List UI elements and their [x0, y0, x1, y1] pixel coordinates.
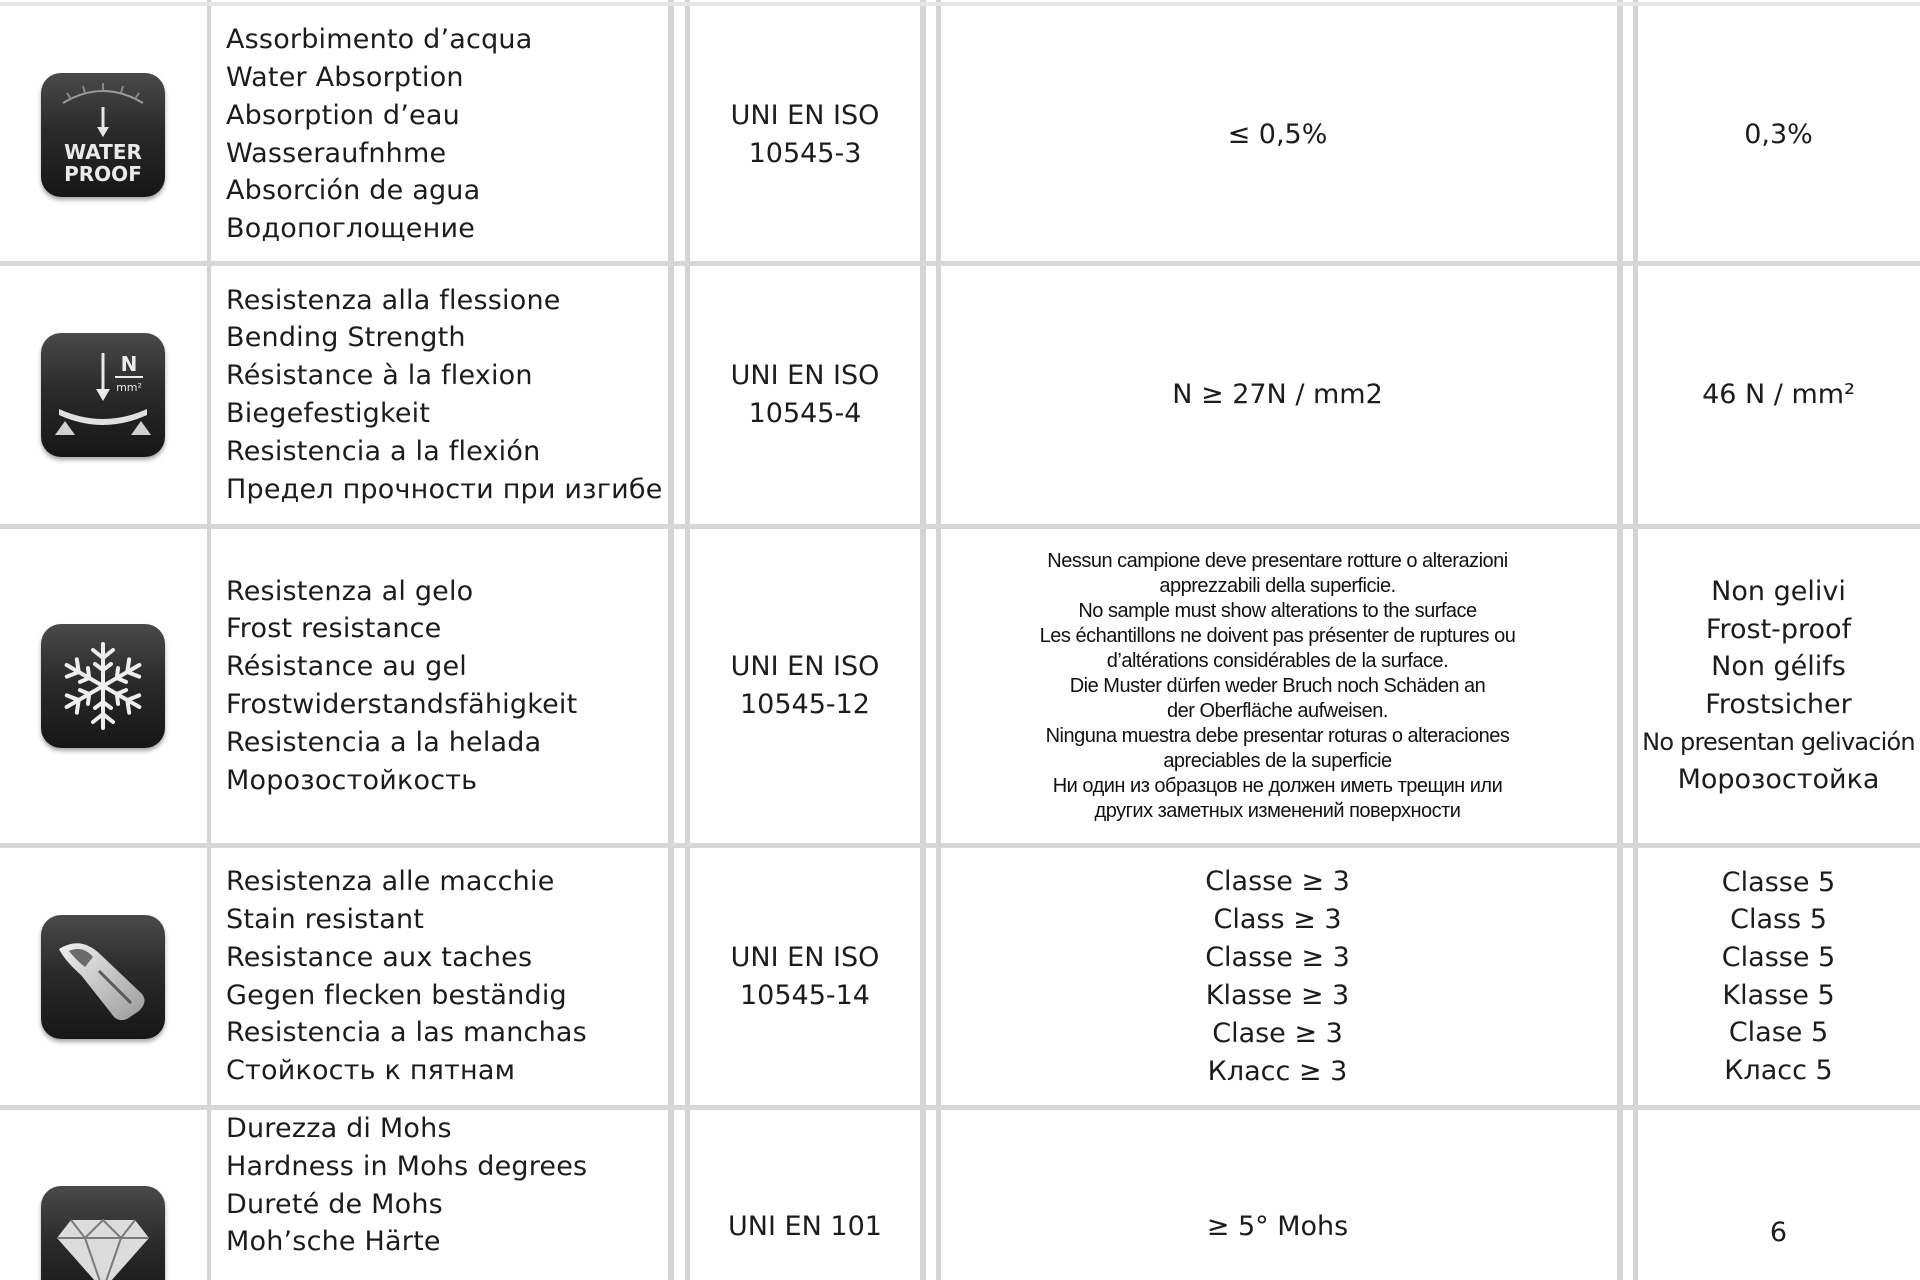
icon-cell	[0, 1110, 205, 1280]
result-line: No presentan gelivación	[1642, 727, 1915, 756]
standard-line: UNI EN ISO	[730, 651, 880, 682]
property-name-fr: Résistance au gel	[226, 651, 467, 683]
requirement-line: других заметных изменений поверхности	[1094, 799, 1461, 822]
requirement-line: N ≥ 27N / mm2	[1172, 379, 1383, 410]
requirement-line: Class ≥ 3	[1213, 903, 1342, 935]
requirement-line: Classe ≥ 3	[1205, 941, 1350, 973]
standard-line: UNI EN ISO	[730, 941, 880, 973]
svg-text:PROOF: PROOF	[63, 161, 142, 186]
property-name-en: Water Absorption	[226, 61, 464, 93]
requirement-cell	[940, 8, 1615, 261]
property-name-en: Bending Strength	[226, 322, 466, 354]
property-names	[226, 266, 666, 524]
table-row-bending-strength	[0, 266, 1920, 524]
standard-cell	[690, 1110, 920, 1246]
requirement-line: apprezzabili della superficie.	[1159, 574, 1396, 597]
property-names	[226, 529, 666, 843]
bending-strength-icon	[41, 333, 165, 457]
property-name-it: Resistenza alle macchie	[226, 866, 555, 898]
property-name-de: Wasseraufnhme	[226, 137, 447, 169]
icon-cell	[0, 8, 205, 261]
property-name-en: Frost resistance	[226, 613, 442, 645]
property-name-it: Durezza di Mohs	[226, 1113, 452, 1144]
requirement-line: d’altérations considérables de la surface.	[1106, 649, 1449, 672]
standard-cell	[690, 266, 920, 524]
requirement-line: Les échantillons ne doivent pas présenter de ruptures ou	[1039, 624, 1516, 647]
svg-text:mm²: mm²	[115, 381, 142, 394]
result-line: Non gelivi	[1711, 576, 1846, 608]
standard-line: 10545-12	[740, 689, 870, 720]
standard-line: UNI EN ISO	[730, 360, 880, 391]
stain-resistant-icon	[41, 915, 165, 1039]
result-cell	[1637, 8, 1920, 261]
table-row-frost-resistance	[0, 529, 1920, 843]
requirement-line: ≤ 0,5%	[1227, 118, 1328, 150]
icon-cell	[0, 266, 205, 524]
table-row-stain-resistant	[0, 848, 1920, 1105]
property-name-es: Resistencia a la helada	[226, 726, 542, 758]
result-line: 46 N / mm²	[1702, 379, 1855, 411]
result-line: Class 5	[1730, 904, 1827, 936]
standard-line: UNI EN ISO	[730, 99, 880, 131]
property-name-ru: Предел прочности при изгибе	[226, 473, 663, 505]
property-name-fr: Resistance aux taches	[226, 941, 533, 973]
icon-cell	[0, 529, 205, 843]
property-names	[226, 1110, 666, 1280]
standard-line: UNI EN 101	[728, 1211, 882, 1242]
snowflake-icon	[41, 624, 165, 748]
property-name-de: Moh’sche Härte	[226, 1226, 441, 1258]
result-line: Non gélifs	[1711, 651, 1846, 683]
result-line: Klasse 5	[1722, 979, 1835, 1011]
property-names	[226, 8, 666, 261]
svg-text:N: N	[120, 352, 137, 376]
property-name-de: Gegen flecken beständig	[226, 979, 567, 1011]
requirement-cell	[940, 529, 1615, 843]
requirement-line: Класс ≥ 3	[1207, 1055, 1348, 1087]
property-name-de: Biegefestigkeit	[226, 398, 431, 429]
requirement-line: der Oberfläche aufweisen.	[1167, 699, 1388, 722]
property-name-ru: Стойкость к пятнам	[226, 1055, 516, 1087]
result-line: 0,3%	[1744, 118, 1813, 150]
requirement-line: apreciables de la superficie	[1163, 749, 1392, 772]
property-name-en: Hardness in Mohs degrees	[226, 1150, 588, 1182]
requirement-cell	[940, 848, 1615, 1105]
result-line: Classe 5	[1721, 866, 1836, 898]
result-line: Класс 5	[1724, 1054, 1833, 1086]
result-line: Морозостойка	[1677, 764, 1880, 796]
result-line: Classe 5	[1721, 941, 1836, 973]
requirement-line: Ninguna muestra debe presentar roturas o alteraciones	[1045, 724, 1510, 747]
property-name-fr: Résistance à la flexion	[226, 360, 533, 392]
result-cell	[1637, 529, 1920, 843]
svg-text:WATER: WATER	[63, 139, 142, 164]
waterproof-icon	[41, 73, 165, 197]
property-name-ru: Водопоглощение	[226, 213, 476, 245]
requirement-line: Clase ≥ 3	[1212, 1017, 1343, 1049]
result-line: 6	[1769, 1217, 1788, 1248]
requirement-line: Klasse ≥ 3	[1205, 979, 1350, 1011]
grid-line	[0, 2, 1920, 6]
property-name-it: Resistenza alla flessione	[226, 284, 561, 316]
property-name-it: Assorbimento d’acqua	[226, 24, 533, 56]
requirement-line: Classe ≥ 3	[1205, 865, 1350, 897]
property-name-it: Resistenza al gelo	[226, 575, 474, 607]
property-name-es: Resistencia a las manchas	[226, 1017, 587, 1049]
property-names	[226, 848, 666, 1105]
requirement-line: Nessun campione deve presentare rotture o alterazioni	[1047, 549, 1508, 572]
property-name-fr: Absorption d’eau	[226, 99, 460, 131]
requirement-line: ≥ 5° Mohs	[1206, 1211, 1349, 1242]
property-name-ru: Морозостойкость	[226, 764, 478, 796]
standard-cell	[690, 848, 920, 1105]
table-row-mohs-hardness	[0, 1110, 1920, 1280]
property-name-fr: Dureté de Mohs	[226, 1188, 443, 1220]
requirement-cell	[940, 1110, 1615, 1246]
icon-cell	[0, 848, 205, 1105]
result-line: Frostsicher	[1705, 689, 1852, 720]
property-name-de: Frostwiderstandsfähigkeit	[226, 689, 578, 720]
standard-line: 10545-3	[748, 137, 862, 169]
property-name-es: Absorción de agua	[226, 175, 481, 207]
standard-line: 10545-4	[748, 398, 862, 429]
result-cell	[1637, 1110, 1920, 1252]
requirement-cell	[940, 266, 1615, 524]
property-name-en: Stain resistant	[226, 903, 425, 935]
result-cell	[1637, 266, 1920, 524]
result-line: Clase 5	[1728, 1017, 1829, 1049]
standard-cell	[690, 8, 920, 261]
property-name-es: Resistencia a la flexión	[226, 435, 541, 467]
requirement-line: No sample must show alterations to the surface	[1078, 599, 1477, 622]
diamond-icon	[41, 1186, 165, 1280]
standard-line: 10545-14	[740, 979, 870, 1011]
result-line: Frost-proof	[1705, 613, 1852, 645]
requirement-line: Ни один из образцов не должен иметь трещин или	[1052, 774, 1503, 797]
standard-cell	[690, 529, 920, 843]
requirement-line: Die Muster dürfen weder Bruch noch Schäden an	[1069, 674, 1486, 697]
result-cell	[1637, 848, 1920, 1105]
table-row-water-absorption	[0, 8, 1920, 261]
